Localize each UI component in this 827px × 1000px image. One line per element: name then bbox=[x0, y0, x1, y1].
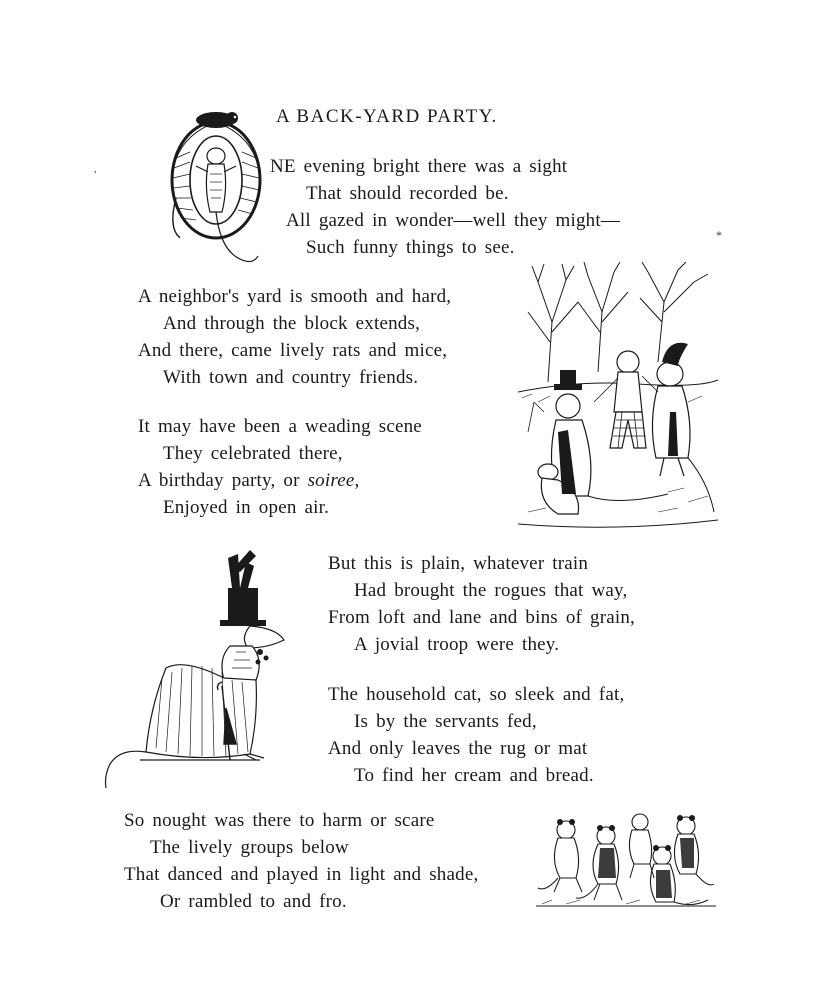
stanza6-line3: That danced and played in light and shade, bbox=[124, 864, 479, 885]
ink-speck: * bbox=[716, 228, 722, 242]
stanza4-line3: From loft and lane and bins of grain, bbox=[328, 607, 636, 628]
stanza2-line4: With town and country friends. bbox=[163, 367, 419, 388]
stanza3-line1: It may have been a weading scene bbox=[138, 416, 422, 437]
stanza2-line3: And there, came lively rats and mice, bbox=[138, 340, 448, 361]
stanza3-line2: They celebrated there, bbox=[163, 443, 343, 464]
stanza2-line2: And through the block extends, bbox=[163, 313, 421, 334]
stanza1-line1: NE evening bright there was a sight bbox=[270, 156, 568, 177]
stanza3-line3 bbox=[138, 470, 359, 492]
dancing-scene-illustration bbox=[518, 262, 718, 540]
stanza1-line4: Such funny things to see. bbox=[306, 237, 515, 258]
stanza6-line4: Or rambled to and fro. bbox=[160, 891, 347, 912]
stanza6-line2: The lively groups below bbox=[150, 837, 349, 858]
drop-cap-illustration bbox=[160, 108, 272, 278]
stanza4-line4: A jovial troop were they. bbox=[354, 634, 560, 655]
stanza1-line3: All gazed in wonder—well they might— bbox=[286, 210, 621, 231]
poem-title: A BACK-YARD PARTY. bbox=[276, 106, 498, 127]
stanza5-line4: To find her cream and bread. bbox=[354, 765, 594, 786]
mouse-group-illustration bbox=[536, 808, 716, 912]
stanza4-line2: Had brought the rogues that way, bbox=[354, 580, 628, 601]
stanza3-line3-italic: soiree, bbox=[307, 470, 360, 491]
stanza4-line1: But this is plain, whatever train bbox=[328, 553, 589, 574]
stanza3-line4: Enjoyed in open air. bbox=[163, 497, 330, 518]
stanza5-line2: Is by the servants fed, bbox=[354, 711, 537, 732]
stanza1-line2: That should recorded be. bbox=[306, 183, 509, 204]
stanza5-line3: And only leaves the rug or mat bbox=[328, 738, 588, 759]
stanza5-line1: The household cat, so sleek and fat, bbox=[328, 684, 625, 705]
ink-speck-left: , bbox=[94, 164, 97, 175]
stanza2-line1: A neighbor's yard is smooth and hard, bbox=[138, 286, 452, 307]
stanza3-line3-text: A birthday party, or bbox=[138, 470, 308, 491]
stanza6-line1: So nought was there to harm or scare bbox=[124, 810, 435, 831]
lady-mouse-illustration bbox=[100, 548, 285, 793]
